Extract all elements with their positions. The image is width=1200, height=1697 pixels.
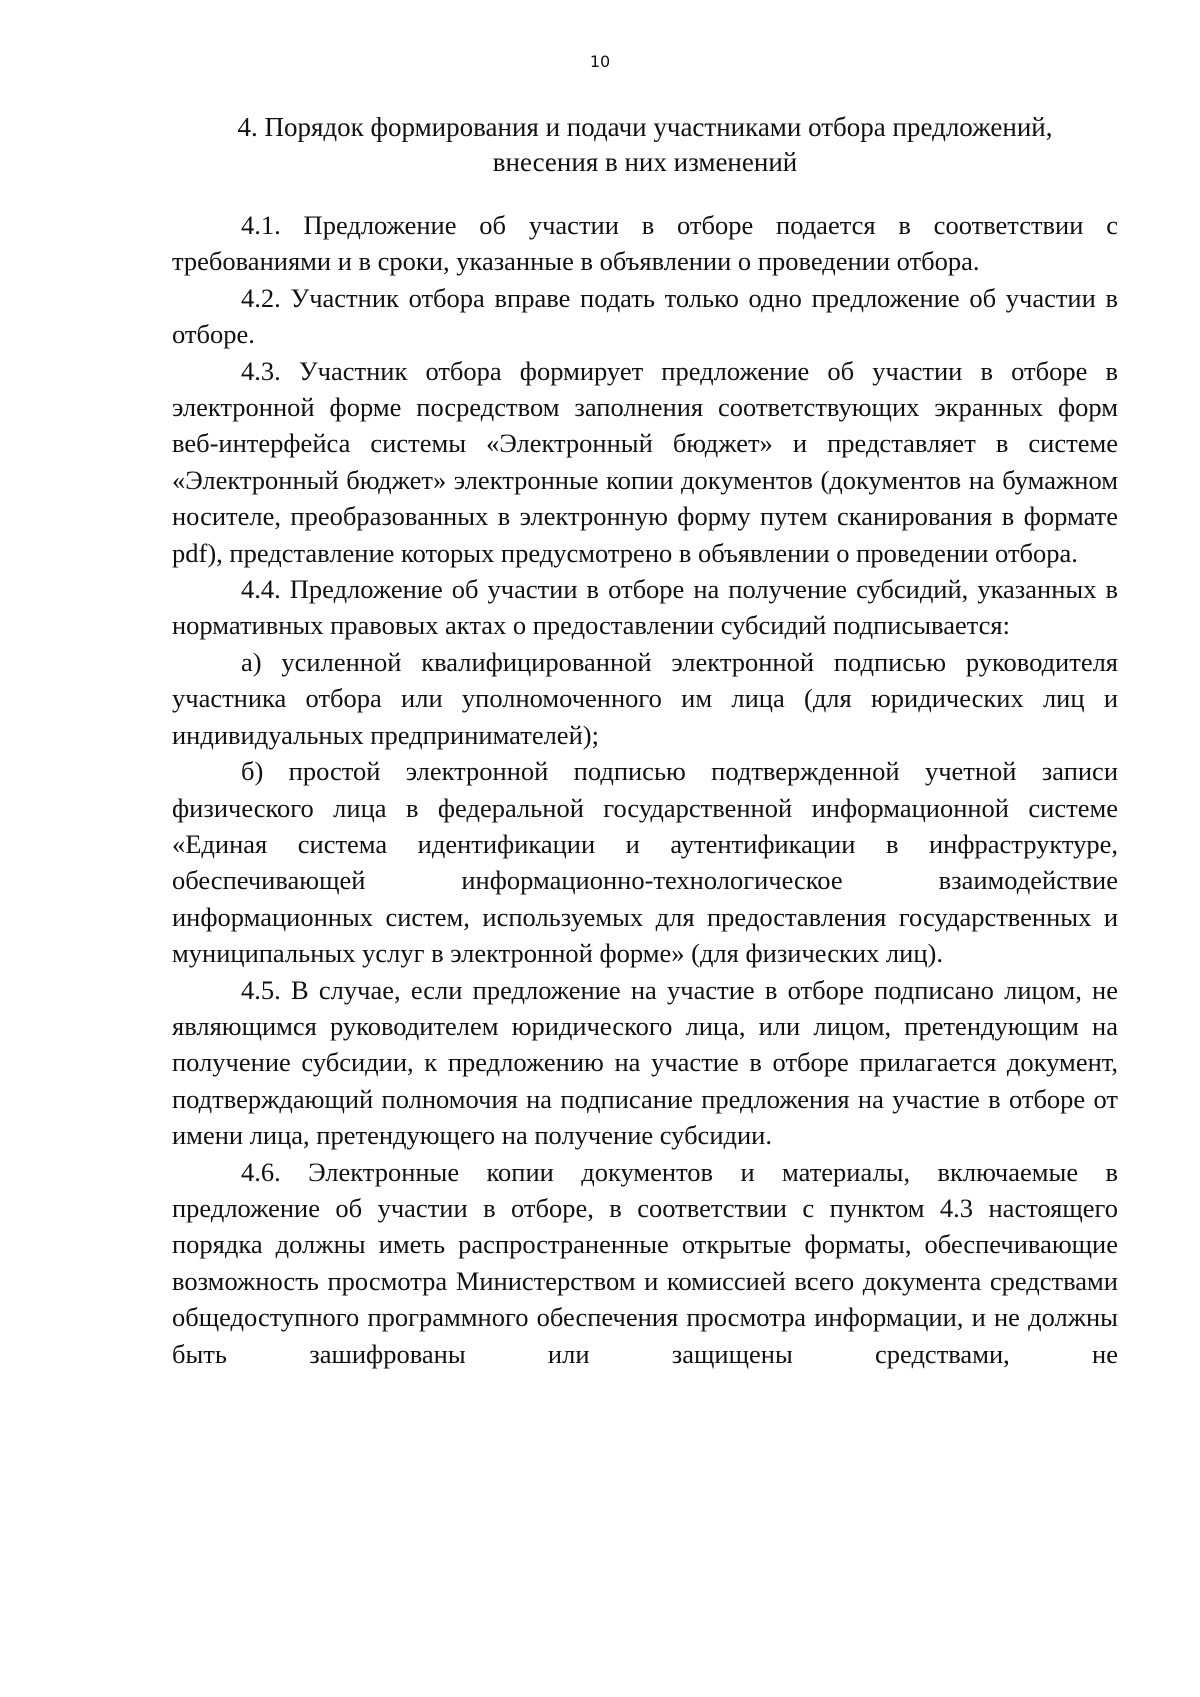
- section-body: [172, 207, 1118, 1372]
- paragraph-4-2: 4.2. Участник отбора вправе подать только одно предложение об участии в отборе.: [172, 282, 1118, 350]
- section-heading: [172, 110, 1118, 180]
- paragraph-4-1: 4.1. Предложение об участии в отборе подается в соответствии с требованиями и в сроки, указанные в объявлении о проведении отбора.: [172, 210, 1118, 277]
- section-heading-line-2: внесения в них изменений: [492, 147, 798, 177]
- paragraph-4-6: 4.6. Электронные копии документов и материалы, включаемые в предложение об участии в отборе, в соответствии с пунктом 4.3 настоящего порядка должны иметь распространенные открытые форматы, обеспечивающие возможность просмотра Министерством и комиссией всего документа средствами общедоступного программного обеспечения просмотра информации, и не должны быть зашифрованы или защищены средствами, не: [172, 1156, 1118, 1369]
- page-number: 10: [589, 52, 611, 71]
- paragraph-4-5: 4.5. В случае, если предложение на участие в отборе подписано лицом, не являющимся руководителем юридического лица, или лицом, претендующим на получение субсидии, к предложению на участие в отборе прилагается документ, подтверждающий полномочия на подписание предложения на участие в отборе от имени лица, претендующего на получение субсидии.: [172, 974, 1118, 1151]
- paragraph-4-4-b: б) простой электронной подписью подтвержденной учетной записи физического лица в федеральной государственной информационной системе «Единая система идентификации и аутентификации в инфраструктуре, обеспечивающей информационно-технологическое взаимодействие информационных систем, используемых для предоставления государственных и муниципальных услуг в электронной форме» (для физических лиц).: [172, 756, 1118, 969]
- paragraph-4-4-a: а) усиленной квалифицированной электронной подписью руководителя участника отбора или уполномоченного им лица (для юридических лиц и индивидуальных предпринимателей);: [172, 646, 1118, 750]
- paragraph-4-4: 4.4. Предложение об участии в отборе на получение субсидий, указанных в нормативных правовых актах о предоставлении субсидий подписывается:: [172, 574, 1118, 641]
- section-heading-line-1: 4. Порядок формирования и подачи участниками отбора предложений,: [237, 112, 1053, 142]
- paragraph-4-3: 4.3. Участник отбора формирует предложение об участии в отборе в электронной форме посредством заполнения соответствующих экранных форм веб-интерфейса системы «Электронный бюджет» и представляет в системе «Электронный бюджет» электронные копии документов (документов на бумажном носителе, преобразованных в электронную форму путем сканирования в формате pdf), представление которых предусмотрено в объявлении о проведении отбора.: [172, 355, 1118, 568]
